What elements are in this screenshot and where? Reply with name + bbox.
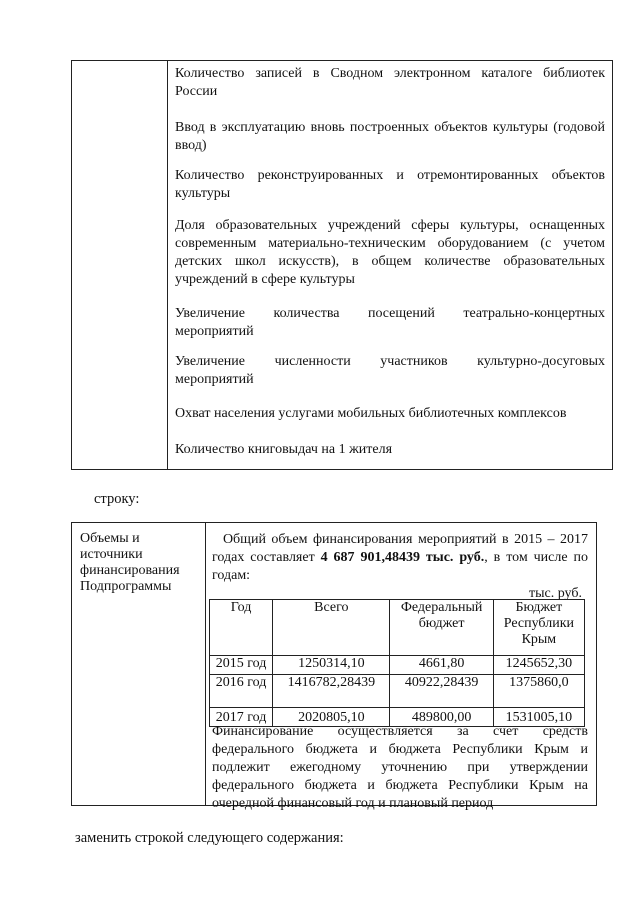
financing-table-label: Объемы и источники финансирования Подпрограммы bbox=[80, 531, 180, 594]
indicator-item: Количество реконструированных и отремонтированных объектов культуры bbox=[175, 168, 605, 201]
table-cell: 1250314,10 bbox=[273, 656, 390, 675]
column-header: Федеральный бюджет bbox=[390, 600, 493, 656]
financing-table bbox=[71, 522, 597, 811]
separator-text: строку: bbox=[94, 491, 140, 507]
table-cell: 2016 год bbox=[210, 675, 273, 708]
table-cell: 40922,28439 bbox=[390, 675, 493, 708]
financing-intro-prefix: Общий объем финансирования мероприятий в 2015 – 2017 годах составляет bbox=[212, 532, 589, 565]
indicator-item: Ввод в эксплуатацию вновь построенных объектов культуры (годовой ввод) bbox=[175, 120, 605, 153]
column-header: Год bbox=[210, 600, 273, 656]
financing-total-amount: 4 687 901,48439 тыс. руб. bbox=[320, 550, 485, 565]
financing-intro bbox=[212, 531, 588, 585]
table-cell: 4661,80 bbox=[390, 656, 493, 675]
indicator-item: Увеличение количества посещений театрально-концертных мероприятий bbox=[175, 306, 605, 339]
table-cell: 1245652,30 bbox=[493, 656, 584, 675]
indicator-item: Количество книговыдач на 1 жителя bbox=[175, 442, 393, 457]
indicators-table bbox=[71, 60, 613, 470]
financing-table-column-divider bbox=[205, 523, 206, 805]
table-cell: 2015 год bbox=[210, 656, 273, 675]
table-cell: 489800,00 bbox=[390, 708, 493, 727]
table-row bbox=[210, 675, 585, 708]
closing-text: заменить строкой следующего содержания: bbox=[75, 830, 344, 846]
indicators-table-column-divider bbox=[167, 61, 168, 469]
column-header: Бюджет Республики Крым bbox=[493, 600, 584, 656]
table-cell: 2017 год bbox=[210, 708, 273, 727]
indicator-item: Количество записей в Сводном электронном каталоге библиотек России bbox=[175, 66, 605, 99]
financing-unit: тыс. руб. bbox=[529, 586, 582, 601]
table-row bbox=[210, 656, 585, 675]
financing-intro-suffix: , в том числе по годам: bbox=[212, 550, 588, 583]
table-cell: 2020805,10 bbox=[273, 708, 390, 727]
table-cell: 1416782,28439 bbox=[273, 675, 390, 708]
financing-by-year-table bbox=[209, 599, 585, 727]
indicator-item: Увеличение численности участников культурно-досуговых мероприятий bbox=[175, 354, 605, 387]
column-header: Всего bbox=[273, 600, 390, 656]
indicator-item: Доля образовательных учреждений сферы культуры, оснащенных современным материально-техническим оборудованием (с учетом детских школ искусств), в общем количестве образовательных учреждений в сфере культуры bbox=[175, 218, 605, 287]
financing-note: Финансирование осуществляется за счет средств федерального бюджета и бюджета Республики Крым и подлежит ежегодному уточнению при утверждении федерального бюджета и бюджета Республики Крым на очередной финансовый год и плановый период bbox=[212, 724, 588, 811]
indicator-item: Охват населения услугами мобильных библиотечных комплексов bbox=[175, 406, 567, 421]
table-cell: 1531005,10 bbox=[493, 708, 584, 727]
table-cell: 1375860,0 bbox=[493, 675, 584, 708]
